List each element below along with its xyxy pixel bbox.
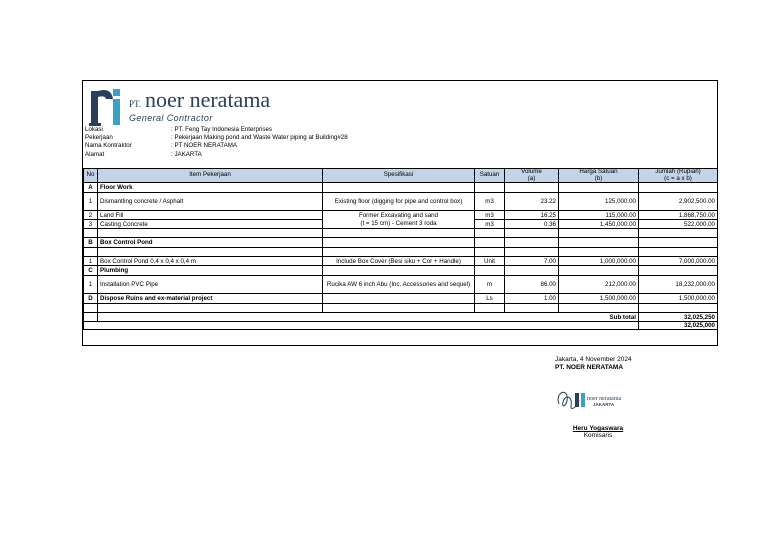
grand-total-row (84, 322, 718, 330)
row-no: 1 (84, 257, 98, 266)
row-unit: m3 (475, 193, 505, 211)
info-value: : JAKARTA (171, 150, 202, 158)
section-row (84, 266, 718, 276)
section-title: Dispose Ruins and ex-material project (98, 294, 323, 304)
info-label: Pekerjaan (85, 134, 113, 142)
info-location (85, 126, 348, 134)
table-row (84, 211, 718, 220)
info-value: : Pekerjaan Making pond and Waste Water piping at Building#28 (171, 134, 348, 142)
row-price: 1,450,000.00 (559, 220, 639, 229)
row-unit: Ls (475, 294, 505, 304)
subtotal-row (84, 313, 718, 322)
info-value: : PT NOER NERATAMA (171, 142, 238, 150)
col-spec: Spesifikasi (323, 169, 475, 183)
row-price: 125,000.00 (559, 193, 639, 211)
svg-text:JAKARTA: JAKARTA (593, 402, 615, 407)
svg-text:noer neratama: noer neratama (587, 396, 622, 402)
row-item: Installation PVC Pipe (98, 276, 323, 294)
row-price: 212,000.00 (559, 276, 639, 294)
row-spec: Rucika AW 6 inch Abu (Inc. Accessories and sequel) (323, 276, 475, 294)
spacer-row (84, 229, 718, 238)
info-contractor (85, 142, 348, 150)
info-label: Nama Kontraktor (85, 142, 132, 150)
row-volume: 1.00 (505, 294, 559, 304)
signature-company: PT. NOER NERATAMA (555, 364, 624, 371)
table-row (84, 220, 718, 229)
section-title: Plumbing (98, 266, 323, 276)
grand-total-value: 32,025,000 (639, 322, 718, 330)
row-spec: (t = 15 cm) - Cement 3 roda (323, 220, 475, 229)
info-label: Alamat (85, 150, 105, 158)
col-no: No (84, 169, 98, 183)
logo-company-name: noer neratama (145, 87, 271, 112)
row-spec: Former Excavating and sand (323, 211, 475, 220)
row-total: 2,902,500.00 (639, 193, 718, 211)
row-no: 1 (84, 276, 98, 294)
section-row (84, 183, 718, 193)
section-no: B (84, 238, 98, 248)
row-no: 3 (84, 220, 98, 229)
table-row (84, 193, 718, 211)
row-unit: m (475, 276, 505, 294)
col-volume: Volume (a) (505, 169, 559, 183)
city-date: Jakarta, 4 November 2024 (555, 356, 632, 363)
subtotal-label: Sub total (98, 313, 639, 322)
row-volume: 16.25 (505, 211, 559, 220)
row-price: 115,000.00 (559, 211, 639, 220)
table-row (84, 257, 718, 266)
row-spec: Include Box Cover (Besi siku + Cor + Handle) (323, 257, 475, 266)
quotation-sheet (82, 80, 718, 346)
row-item: Casting Concrete (98, 220, 323, 229)
section-no: A (84, 183, 98, 193)
row-volume: 0.36 (505, 220, 559, 229)
section-title: Floor Work (98, 183, 323, 193)
signer-title: Komisaris (583, 432, 613, 439)
signer (568, 425, 628, 439)
row-price: 1,500,000.00 (559, 294, 639, 304)
row-item: Dismantling concrete / Asphalt (98, 193, 323, 211)
spacer-row (84, 248, 718, 257)
row-no: 2 (84, 211, 98, 220)
row-volume: 23.22 (505, 193, 559, 211)
row-total: 18,232,000.00 (639, 276, 718, 294)
section-no: D (84, 294, 98, 304)
section-row (84, 294, 718, 304)
company-stamp-signature (553, 384, 645, 416)
row-spec: Existing floor (digging for pipe and control box) (323, 193, 475, 211)
row-unit: Unit (475, 257, 505, 266)
logo-pt: PT. (129, 99, 142, 109)
col-item: Item Pekerjaan (98, 169, 323, 183)
row-total: 1,868,750.00 (639, 211, 718, 220)
row-no: 1 (84, 193, 98, 211)
project-info (85, 126, 348, 159)
info-work (85, 134, 348, 142)
row-volume: 86.00 (505, 276, 559, 294)
section-no: C (84, 266, 98, 276)
info-address (85, 151, 348, 159)
logo-mark-icon (89, 85, 125, 127)
row-item: Land Fill (98, 211, 323, 220)
section-row (84, 238, 718, 248)
col-price: Harga Satuan (b) (559, 169, 639, 183)
row-unit: m3 (475, 211, 505, 220)
col-total: Jumlah (Rupiah) (c = a x b) (639, 169, 718, 183)
signature-block (555, 356, 632, 371)
row-total: 7,000,000.00 (639, 257, 718, 266)
table-header-row (84, 169, 718, 183)
spacer-row (84, 304, 718, 313)
info-value: : PT. Feng Tay Indonesia Enterprises (171, 126, 273, 133)
row-volume: 7.00 (505, 257, 559, 266)
cost-table (83, 168, 718, 330)
section-title: Box Control Pond (98, 238, 323, 248)
row-item: Box Control Pond 0,4 x 0,4 x 0,4 m (98, 257, 323, 266)
logo-subtitle: General Contractor (129, 113, 213, 123)
subtotal-value: 32,025,250 (639, 313, 718, 322)
row-total: 522,000.00 (639, 220, 718, 229)
info-label: Lokasi (85, 126, 103, 133)
company-logo (89, 85, 309, 129)
row-total: 1,500,000.00 (639, 294, 718, 304)
signer-name: Heru Yogaswara (572, 425, 624, 432)
col-unit: Satuan (475, 169, 505, 183)
row-unit: m3 (475, 220, 505, 229)
table-row (84, 276, 718, 294)
row-price: 1,000,000.00 (559, 257, 639, 266)
